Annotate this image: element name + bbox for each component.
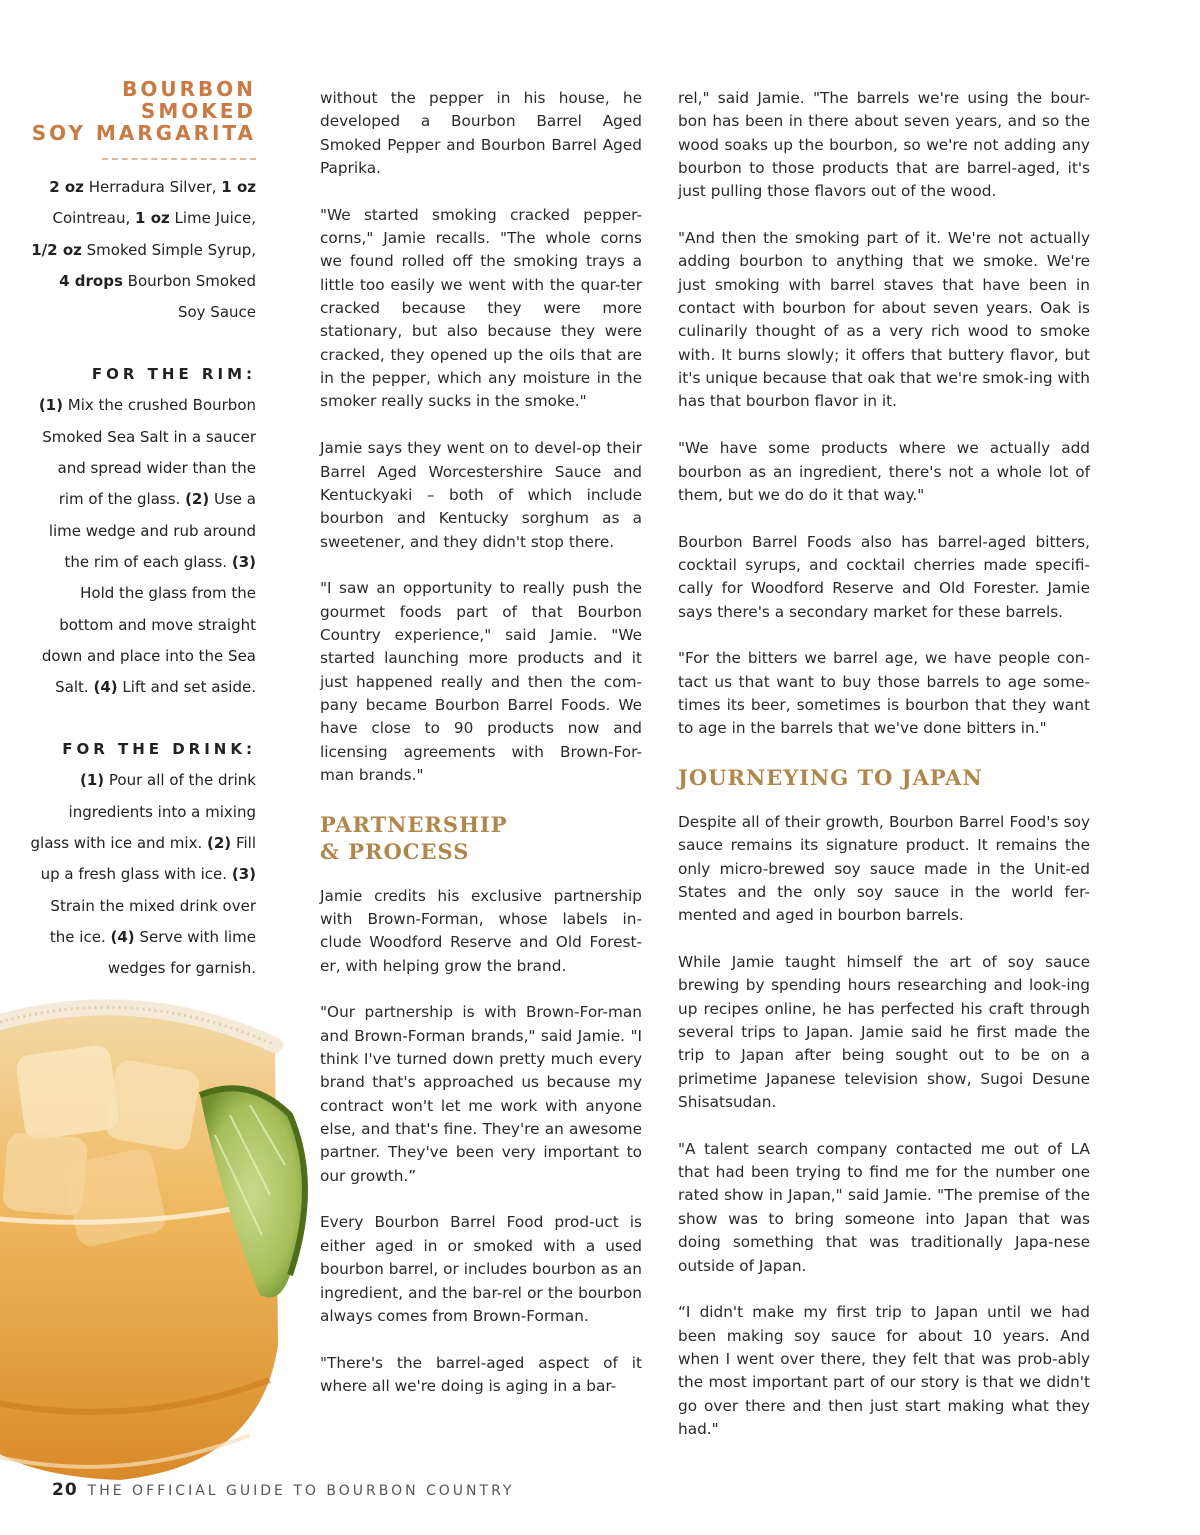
paragraph: "And then the smoking part of it. We're not actually adding bourbon to anything that we smoke. We're just smoking with barrel staves that have been in contact with bourbon for about seven years. Oak is culinarily thought of as a very rich wood to smoke with. It burns slowly; it offers that buttery flavor, but it's unique because that oak that we're smok-ing with has that bourbon flavor in it.: [678, 229, 1090, 411]
margarita-illustration: [0, 995, 310, 1495]
recipe-sidebar: [30, 78, 256, 985]
step-number: (3): [231, 552, 256, 571]
paragraph: Bourbon Barrel Foods also has barrel-aged bitters, cocktail syrups, and cocktail cherries made specifi-cally for Woodford Reserve and Old Forester. Jamie says there's a secondary market for these barrels.: [678, 532, 1090, 621]
paragraph: "We started smoking cracked pepper-corns," Jamie recalls. "The whole corns we found rolled off the smoking trays a little too easily we went with the quar-ter cracked because they were more stationary, but also because they were cracked, they opened up the oils that are in the pepper, which any moisture in the smoker really sucks in the smoke.": [320, 205, 642, 411]
ingredient-item: Lime Juice,: [174, 209, 256, 228]
step-text: Strain the mixed drink over the ice.: [49, 896, 256, 946]
recipe-title-line: BOURBON: [122, 77, 256, 101]
heading-line: PARTNERSHIP: [320, 811, 508, 837]
paragraph: "We have some products where we actually add bourbon as an ingredient, there's not a whole lot of them, but we do do it that way.": [678, 439, 1090, 504]
page-number: 20: [52, 1480, 78, 1500]
paragraph: Despite all of their growth, Bourbon Barrel Food's soy sauce remains its signature product. It remains the only micro-brewed soy sauce made in the Unit-ed States and the only soy sauce in the world fer-mented and aged in bourbon barrels.: [678, 812, 1090, 925]
ingredient-list: [30, 172, 256, 328]
section-heading-japan: JOURNEYING TO JAPAN: [678, 764, 983, 790]
step-number: (3): [231, 865, 256, 884]
step-text: Use a lime wedge and rub around the rim of each glass.: [48, 490, 256, 571]
paragraph: "A talent search company contacted me out of LA that had been trying to find me for the number one rated show in Japan," said Jamie. "The premise of the show was to bring someone into Japan that was doing something that was traditionally Japa-nese outside of Japan.: [678, 1139, 1090, 1275]
paragraph: Jamie says they went on to devel-op their Barrel Aged Worcestershire Sauce and Kentuckyaki – both of which include bourbon and Kentucky sorghum as a sweetener, and they didn't stop there.: [320, 439, 642, 551]
article-column-right: [678, 87, 1090, 1465]
step-number: (4): [93, 678, 118, 697]
ingredient-item: Herradura Silver,: [88, 178, 217, 196]
step-text: Fill up a fresh glass with ice.: [40, 834, 256, 884]
step-number: (4): [110, 927, 135, 946]
ingredient-amount: 1/2 oz: [31, 240, 82, 259]
drink-heading: FOR THE DRINK:: [62, 740, 256, 759]
paragraph: "I saw an opportunity to really push the gourmet foods part of that Bourbon Country experience," said Jamie. "We started launching more products and it just happened really and then the com-pany became Bourbon Barrel Foods. We have close to 90 products now and licensing agreements with Brown-For-man brands.": [320, 579, 642, 784]
margarita-glass-icon: [0, 995, 310, 1495]
rim-heading: FOR THE RIM:: [91, 365, 256, 384]
paragraph: While Jamie taught himself the art of soy sauce brewing by spending hours researching and look-ing up recipes online, he has perfected his craft through several trips to Japan. Jamie said he first made the trip to Japan after being sought out to be on a primetime Japanese television show, Sugoi Desune Shisatsudan.: [678, 953, 1090, 1112]
publication-name: THE OFFICIAL GUIDE TO BOURBON COUNTRY: [87, 1483, 515, 1499]
step-number: (1): [79, 771, 105, 790]
paragraph: Every Bourbon Barrel Food prod-uct is either aged in or smoked with a used bourbon barrel, or includes bourbon as an ingredient, and the bar-rel or the bourbon always comes from Brown-Forman.: [320, 1213, 642, 1325]
ingredient-amount: 2 oz: [49, 178, 84, 196]
recipe-title-line: SOY MARGARITA: [31, 121, 256, 145]
ingredient-item: Smoked Simple Syrup,: [86, 240, 256, 259]
paragraph: Jamie credits his exclusive partnership with Brown-Forman, whose labels in-clude Woodford Reserve and Old Forest-er, with helping grow the brand.: [320, 886, 642, 975]
step-text: Lift and set aside.: [122, 678, 256, 697]
drink-steps: [30, 765, 256, 984]
step-number: (2): [207, 834, 232, 853]
section-heading-partnership: [320, 811, 642, 865]
paragraph: rel," said Jamie. "The barrels we're using the bour-bon has been in there about seven years, and so the wood soaks up the bourbon, so we're not adding any bourbon to those products that are barrel-aged, it's just pulling those flavors out of the wood.: [678, 89, 1090, 201]
paragraph: "Our partnership is with Brown-For-man and Brown-Forman brands," said Jamie. "I think I've turned down pretty much every brand that's approached us because my contract won't let me work with anyone else, and that's fine. They're an awesome partner. They've been very important to our growth.”: [320, 1003, 642, 1185]
article-column-middle: [320, 87, 642, 1422]
step-text: Pour all of the drink ingredients into a mixing glass with ice and mix.: [30, 771, 256, 853]
title-divider: [102, 158, 256, 160]
step-text: Mix the crushed Bourbon Smoked Sea Salt in a saucer and spread wider than the rim of the glass.: [42, 396, 256, 509]
paragraph: "For the bitters we barrel age, we have people con-tact us that want to buy those barrels to age some-times its beer, sometimes is bourbon that they want to age in the barrels that we've done bitters in.": [678, 649, 1090, 738]
step-text: Hold the glass from the bottom and move straight down and place into the Sea Salt.: [41, 584, 256, 697]
ingredient-amount: 1 oz: [135, 209, 170, 228]
ingredient-amount: 4 drops: [59, 271, 123, 290]
page-footer: [52, 1480, 514, 1500]
recipe-title: [30, 78, 256, 144]
ingredient-amount: 1 oz: [221, 178, 256, 196]
paragraph: "There's the barrel-aged aspect of it where all we're doing is aging in a bar-: [320, 1353, 642, 1395]
ingredient-item: Bourbon Smoked Soy Sauce: [127, 271, 256, 322]
paragraph: without the pepper in his house, he developed a Bourbon Barrel Aged Smoked Pepper and Bourbon Barrel Aged Paprika.: [320, 89, 642, 178]
rim-steps: [30, 390, 256, 703]
step-number: (2): [185, 490, 210, 509]
paragraph: “I didn't make my first trip to Japan until we had been making soy sauce for about 10 years. And when I went over there, they felt that was prob-ably the most important part of our story is that we didn't go over there and then just start making what they had.": [678, 1303, 1090, 1438]
ingredient-item: Cointreau,: [52, 209, 131, 228]
step-text: Serve with lime wedges for garnish.: [107, 927, 256, 978]
recipe-title-line: SMOKED: [140, 99, 256, 123]
step-number: (1): [38, 396, 63, 415]
heading-line: & PROCESS: [320, 838, 470, 864]
